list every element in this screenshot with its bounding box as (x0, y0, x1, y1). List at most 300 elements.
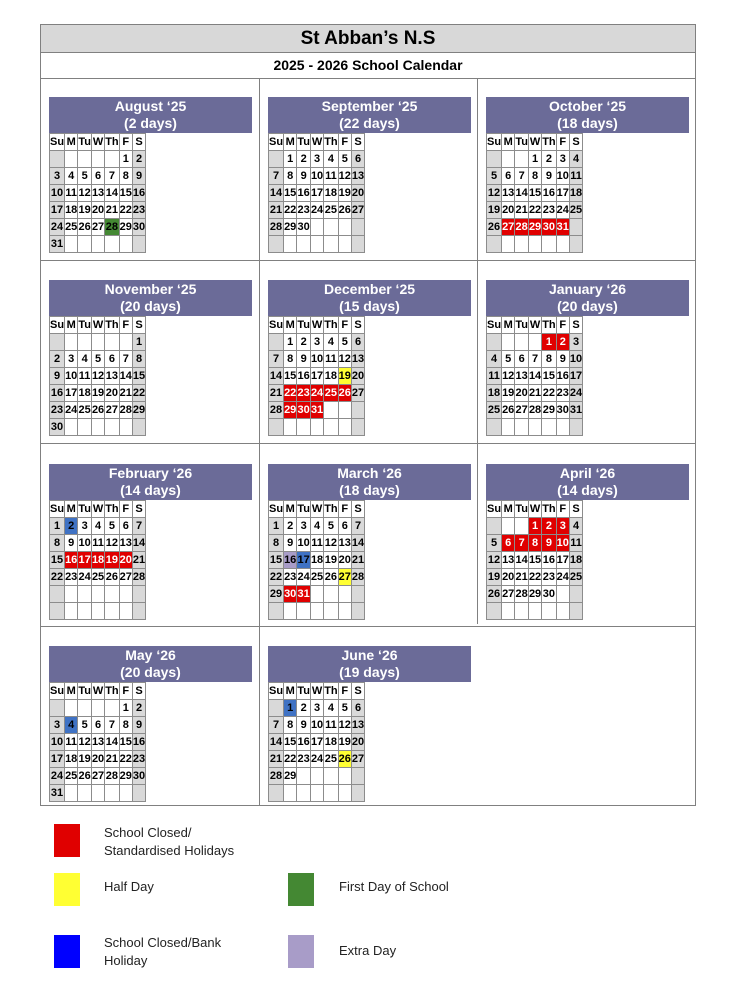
day-cell (105, 785, 119, 802)
day-cell (105, 334, 119, 351)
month-day-count: (18 days) (339, 482, 400, 498)
day-cell (284, 419, 297, 436)
day-cell (310, 603, 323, 620)
day-cell (338, 785, 351, 802)
weekday-header: Th (542, 317, 556, 334)
day-cell: 18 (487, 385, 502, 402)
day-cell (528, 603, 541, 620)
day-cell: 25 (324, 202, 338, 219)
weekday-header: Th (324, 317, 338, 334)
month-header (486, 97, 689, 133)
day-cell: 2 (65, 518, 78, 535)
day-cell (132, 785, 145, 802)
day-cell: 29 (269, 586, 284, 603)
day-cell (310, 586, 323, 603)
day-cell: 21 (105, 202, 119, 219)
weekday-header: M (284, 317, 297, 334)
day-cell: 20 (119, 552, 132, 569)
day-cell: 5 (324, 518, 338, 535)
day-cell (310, 219, 323, 236)
day-cell: 20 (351, 734, 364, 751)
day-cell: 4 (569, 518, 582, 535)
day-cell (351, 236, 364, 253)
day-cell (556, 586, 569, 603)
month-grid (268, 500, 365, 620)
day-cell: 10 (569, 351, 582, 368)
day-cell: 14 (269, 368, 284, 385)
weekday-header: F (119, 683, 132, 700)
day-cell (105, 151, 119, 168)
day-cell: 7 (105, 168, 119, 185)
weekday-header: Su (269, 501, 284, 518)
day-cell (487, 518, 502, 535)
day-cell: 3 (50, 717, 65, 734)
month-grid (49, 500, 146, 620)
weekday-header: Th (105, 134, 119, 151)
day-cell (351, 768, 364, 785)
day-cell: 3 (310, 151, 323, 168)
day-cell: 20 (502, 202, 515, 219)
day-cell: 16 (50, 385, 65, 402)
day-cell: 14 (132, 535, 145, 552)
day-cell: 17 (310, 185, 323, 202)
weekday-header: Tu (297, 134, 311, 151)
day-cell: 3 (556, 518, 569, 535)
month-name: June ‘26 (341, 647, 398, 663)
day-cell: 11 (91, 535, 104, 552)
day-cell (105, 419, 119, 436)
weekday-header: M (284, 134, 297, 151)
day-cell: 25 (487, 402, 502, 419)
day-cell: 15 (542, 368, 556, 385)
day-cell: 16 (65, 552, 78, 569)
day-cell: 26 (502, 402, 515, 419)
school-name: St Abban’s N.S (41, 25, 695, 53)
day-cell (132, 603, 145, 620)
legend-half-day-label: Half Day (104, 879, 154, 894)
day-cell: 17 (556, 185, 569, 202)
day-cell (556, 419, 569, 436)
weekday-header: W (310, 134, 323, 151)
day-cell (50, 700, 65, 717)
day-cell: 18 (310, 552, 323, 569)
day-cell: 7 (132, 518, 145, 535)
day-cell: 27 (502, 586, 515, 603)
day-cell: 19 (487, 569, 502, 586)
day-cell: 21 (105, 751, 119, 768)
day-cell: 25 (91, 569, 104, 586)
day-cell: 13 (119, 535, 132, 552)
day-cell: 19 (105, 552, 119, 569)
day-cell: 24 (569, 385, 582, 402)
day-cell: 15 (50, 552, 65, 569)
day-cell: 14 (105, 185, 119, 202)
day-cell: 20 (351, 185, 364, 202)
day-cell: 28 (269, 768, 284, 785)
day-cell (119, 603, 132, 620)
day-cell (515, 419, 529, 436)
day-cell (502, 603, 515, 620)
day-cell: 15 (269, 552, 284, 569)
day-cell: 17 (556, 552, 569, 569)
day-cell: 20 (338, 552, 351, 569)
day-cell (515, 236, 529, 253)
day-cell: 1 (528, 518, 541, 535)
day-cell: 12 (78, 185, 92, 202)
weekday-header: Su (269, 317, 284, 334)
day-cell: 30 (542, 219, 556, 236)
day-cell (105, 700, 119, 717)
day-cell (569, 586, 582, 603)
weekday-header: Su (50, 134, 65, 151)
day-cell: 22 (542, 385, 556, 402)
day-cell: 21 (528, 385, 541, 402)
month-grid (486, 500, 583, 620)
day-cell: 25 (324, 751, 338, 768)
day-cell (269, 334, 284, 351)
day-cell: 7 (269, 351, 284, 368)
day-cell: 29 (528, 586, 541, 603)
day-cell: 22 (50, 569, 65, 586)
legend-closed-label: School Closed/ Standardised Holidays (104, 825, 235, 858)
day-cell (569, 419, 582, 436)
day-cell: 30 (132, 219, 145, 236)
day-cell: 10 (78, 535, 92, 552)
day-cell: 31 (310, 402, 323, 419)
weekday-header: M (502, 317, 515, 334)
grid-divider (40, 626, 696, 627)
day-cell: 23 (542, 569, 556, 586)
day-cell: 30 (556, 402, 569, 419)
day-cell: 14 (105, 734, 119, 751)
month-day-count: (14 days) (120, 482, 181, 498)
grid-divider (259, 78, 260, 806)
weekday-header: S (569, 501, 582, 518)
day-cell: 26 (91, 402, 104, 419)
day-cell: 16 (132, 185, 145, 202)
day-cell (351, 785, 364, 802)
day-cell: 26 (338, 751, 351, 768)
day-cell: 21 (269, 385, 284, 402)
day-cell (78, 151, 92, 168)
day-cell: 17 (310, 368, 323, 385)
day-cell: 5 (338, 334, 351, 351)
day-cell (78, 700, 92, 717)
day-cell (338, 768, 351, 785)
day-cell (556, 603, 569, 620)
day-cell: 5 (91, 351, 104, 368)
day-cell: 11 (487, 368, 502, 385)
day-cell: 31 (569, 402, 582, 419)
month-header (49, 280, 252, 316)
day-cell: 30 (132, 768, 145, 785)
day-cell: 8 (269, 535, 284, 552)
day-cell: 25 (78, 402, 92, 419)
day-cell: 8 (528, 168, 541, 185)
day-cell (284, 603, 297, 620)
day-cell: 2 (132, 700, 145, 717)
day-cell: 12 (338, 168, 351, 185)
day-cell (50, 151, 65, 168)
day-cell (284, 236, 297, 253)
day-cell: 8 (284, 351, 297, 368)
weekday-header: S (351, 683, 364, 700)
day-cell: 11 (324, 351, 338, 368)
day-cell (297, 768, 311, 785)
month-header (486, 464, 689, 500)
day-cell: 12 (487, 552, 502, 569)
day-cell: 4 (569, 151, 582, 168)
day-cell: 4 (487, 351, 502, 368)
day-cell: 15 (528, 552, 541, 569)
day-cell: 4 (324, 334, 338, 351)
month-day-count: (20 days) (557, 298, 618, 314)
day-cell (297, 419, 311, 436)
day-cell (487, 236, 502, 253)
day-cell (487, 334, 502, 351)
day-cell: 6 (502, 168, 515, 185)
month-header (268, 464, 471, 500)
day-cell: 7 (269, 168, 284, 185)
weekday-header: F (338, 683, 351, 700)
day-cell (119, 785, 132, 802)
day-cell (502, 419, 515, 436)
day-cell: 19 (338, 734, 351, 751)
day-cell: 17 (50, 751, 65, 768)
day-cell: 4 (324, 151, 338, 168)
month-day-count: (15 days) (339, 298, 400, 314)
day-cell (502, 236, 515, 253)
day-cell: 10 (297, 535, 311, 552)
day-cell (91, 586, 104, 603)
day-cell: 4 (65, 168, 78, 185)
day-cell: 1 (284, 151, 297, 168)
day-cell (324, 419, 338, 436)
weekday-header: Th (324, 501, 338, 518)
weekday-header: M (284, 683, 297, 700)
weekday-header: W (528, 501, 541, 518)
month-name: November ‘25 (104, 281, 197, 297)
day-cell: 5 (78, 168, 92, 185)
weekday-header: Th (542, 501, 556, 518)
day-cell: 23 (297, 385, 311, 402)
weekday-header: M (65, 317, 78, 334)
month-grid (49, 316, 146, 436)
weekday-header: S (569, 317, 582, 334)
day-cell: 8 (284, 168, 297, 185)
month-header (49, 97, 252, 133)
day-cell: 9 (556, 351, 569, 368)
day-cell: 23 (50, 402, 65, 419)
day-cell: 12 (338, 717, 351, 734)
day-cell: 26 (324, 569, 338, 586)
weekday-header: M (502, 134, 515, 151)
day-cell: 9 (297, 351, 311, 368)
day-cell: 1 (119, 151, 132, 168)
day-cell: 18 (569, 185, 582, 202)
day-cell: 16 (297, 368, 311, 385)
day-cell: 12 (105, 535, 119, 552)
weekday-header: Su (50, 683, 65, 700)
day-cell: 11 (569, 168, 582, 185)
day-cell (65, 700, 78, 717)
day-cell (310, 419, 323, 436)
day-cell (269, 700, 284, 717)
day-cell: 4 (324, 700, 338, 717)
day-cell: 25 (65, 219, 78, 236)
day-cell: 24 (50, 219, 65, 236)
day-cell: 2 (132, 151, 145, 168)
day-cell (297, 603, 311, 620)
day-cell: 2 (297, 334, 311, 351)
weekday-header: Tu (297, 683, 311, 700)
day-cell: 3 (50, 168, 65, 185)
day-cell: 15 (284, 368, 297, 385)
day-cell: 18 (324, 734, 338, 751)
day-cell: 8 (119, 717, 132, 734)
day-cell (324, 785, 338, 802)
day-cell: 13 (338, 535, 351, 552)
day-cell (91, 700, 104, 717)
day-cell (324, 603, 338, 620)
day-cell (65, 419, 78, 436)
month-name: March ‘26 (337, 465, 402, 481)
day-cell: 10 (556, 535, 569, 552)
day-cell (502, 518, 515, 535)
day-cell (91, 151, 104, 168)
day-cell: 24 (50, 768, 65, 785)
month-header (49, 646, 252, 682)
legend-first-day-label: First Day of School (339, 879, 449, 894)
weekday-header: M (284, 501, 297, 518)
legend-closed-swatch (54, 824, 80, 857)
day-cell (542, 236, 556, 253)
day-cell: 23 (297, 202, 311, 219)
day-cell: 11 (65, 734, 78, 751)
day-cell (132, 586, 145, 603)
day-cell: 10 (556, 168, 569, 185)
day-cell (269, 785, 284, 802)
day-cell (310, 785, 323, 802)
weekday-header: Tu (78, 501, 92, 518)
day-cell (351, 402, 364, 419)
day-cell: 14 (269, 185, 284, 202)
weekday-header: Tu (78, 683, 92, 700)
day-cell: 22 (284, 202, 297, 219)
day-cell: 29 (528, 219, 541, 236)
day-cell (78, 419, 92, 436)
day-cell: 6 (515, 351, 529, 368)
day-cell: 25 (324, 385, 338, 402)
day-cell (324, 236, 338, 253)
day-cell: 25 (569, 569, 582, 586)
day-cell: 13 (91, 185, 104, 202)
day-cell (338, 219, 351, 236)
day-cell: 5 (502, 351, 515, 368)
day-cell: 22 (119, 202, 132, 219)
month-name: October ‘25 (548, 98, 627, 114)
day-cell (487, 419, 502, 436)
day-cell: 24 (297, 569, 311, 586)
day-cell: 24 (78, 569, 92, 586)
day-cell: 15 (284, 734, 297, 751)
day-cell (542, 419, 556, 436)
day-cell: 8 (528, 535, 541, 552)
weekday-header: F (338, 134, 351, 151)
day-cell: 23 (132, 202, 145, 219)
day-cell: 16 (284, 552, 297, 569)
day-cell: 6 (351, 151, 364, 168)
day-cell: 9 (297, 717, 311, 734)
day-cell (91, 419, 104, 436)
day-cell: 22 (528, 202, 541, 219)
day-cell: 1 (132, 334, 145, 351)
weekday-header: Su (487, 317, 502, 334)
day-cell: 24 (310, 385, 323, 402)
day-cell: 16 (132, 734, 145, 751)
day-cell: 7 (105, 717, 119, 734)
day-cell: 13 (351, 168, 364, 185)
day-cell (269, 603, 284, 620)
month-name: January ‘26 (548, 281, 627, 297)
day-cell: 4 (91, 518, 104, 535)
day-cell: 8 (119, 168, 132, 185)
day-cell: 28 (105, 768, 119, 785)
weekday-header: Tu (297, 317, 311, 334)
day-cell (65, 151, 78, 168)
day-cell: 9 (132, 717, 145, 734)
legend-bank-holiday-label: School Closed/Bank Holiday (104, 935, 222, 968)
day-cell (569, 236, 582, 253)
day-cell (78, 334, 92, 351)
weekday-header: Su (50, 317, 65, 334)
day-cell: 11 (65, 185, 78, 202)
day-cell: 24 (310, 202, 323, 219)
weekday-header: Tu (78, 317, 92, 334)
day-cell: 9 (297, 168, 311, 185)
day-cell: 20 (105, 385, 119, 402)
day-cell: 9 (542, 168, 556, 185)
weekday-header: Tu (515, 501, 529, 518)
weekday-header: W (91, 134, 104, 151)
day-cell (528, 236, 541, 253)
day-cell: 14 (528, 368, 541, 385)
day-cell (338, 402, 351, 419)
day-cell (324, 219, 338, 236)
weekday-header: Su (487, 501, 502, 518)
calendar-title: 2025 - 2026 School Calendar (41, 52, 695, 79)
day-cell: 30 (542, 586, 556, 603)
day-cell: 1 (50, 518, 65, 535)
day-cell: 28 (269, 402, 284, 419)
day-cell (119, 334, 132, 351)
day-cell: 3 (310, 334, 323, 351)
day-cell (310, 236, 323, 253)
day-cell: 2 (297, 151, 311, 168)
month-header (268, 646, 471, 682)
weekday-header: Tu (78, 134, 92, 151)
day-cell (132, 419, 145, 436)
day-cell: 16 (556, 368, 569, 385)
day-cell: 5 (338, 151, 351, 168)
month-grid (268, 682, 365, 802)
day-cell: 13 (351, 717, 364, 734)
day-cell: 27 (351, 385, 364, 402)
weekday-header: S (132, 134, 145, 151)
day-cell: 23 (297, 751, 311, 768)
day-cell (569, 603, 582, 620)
day-cell: 16 (297, 185, 311, 202)
